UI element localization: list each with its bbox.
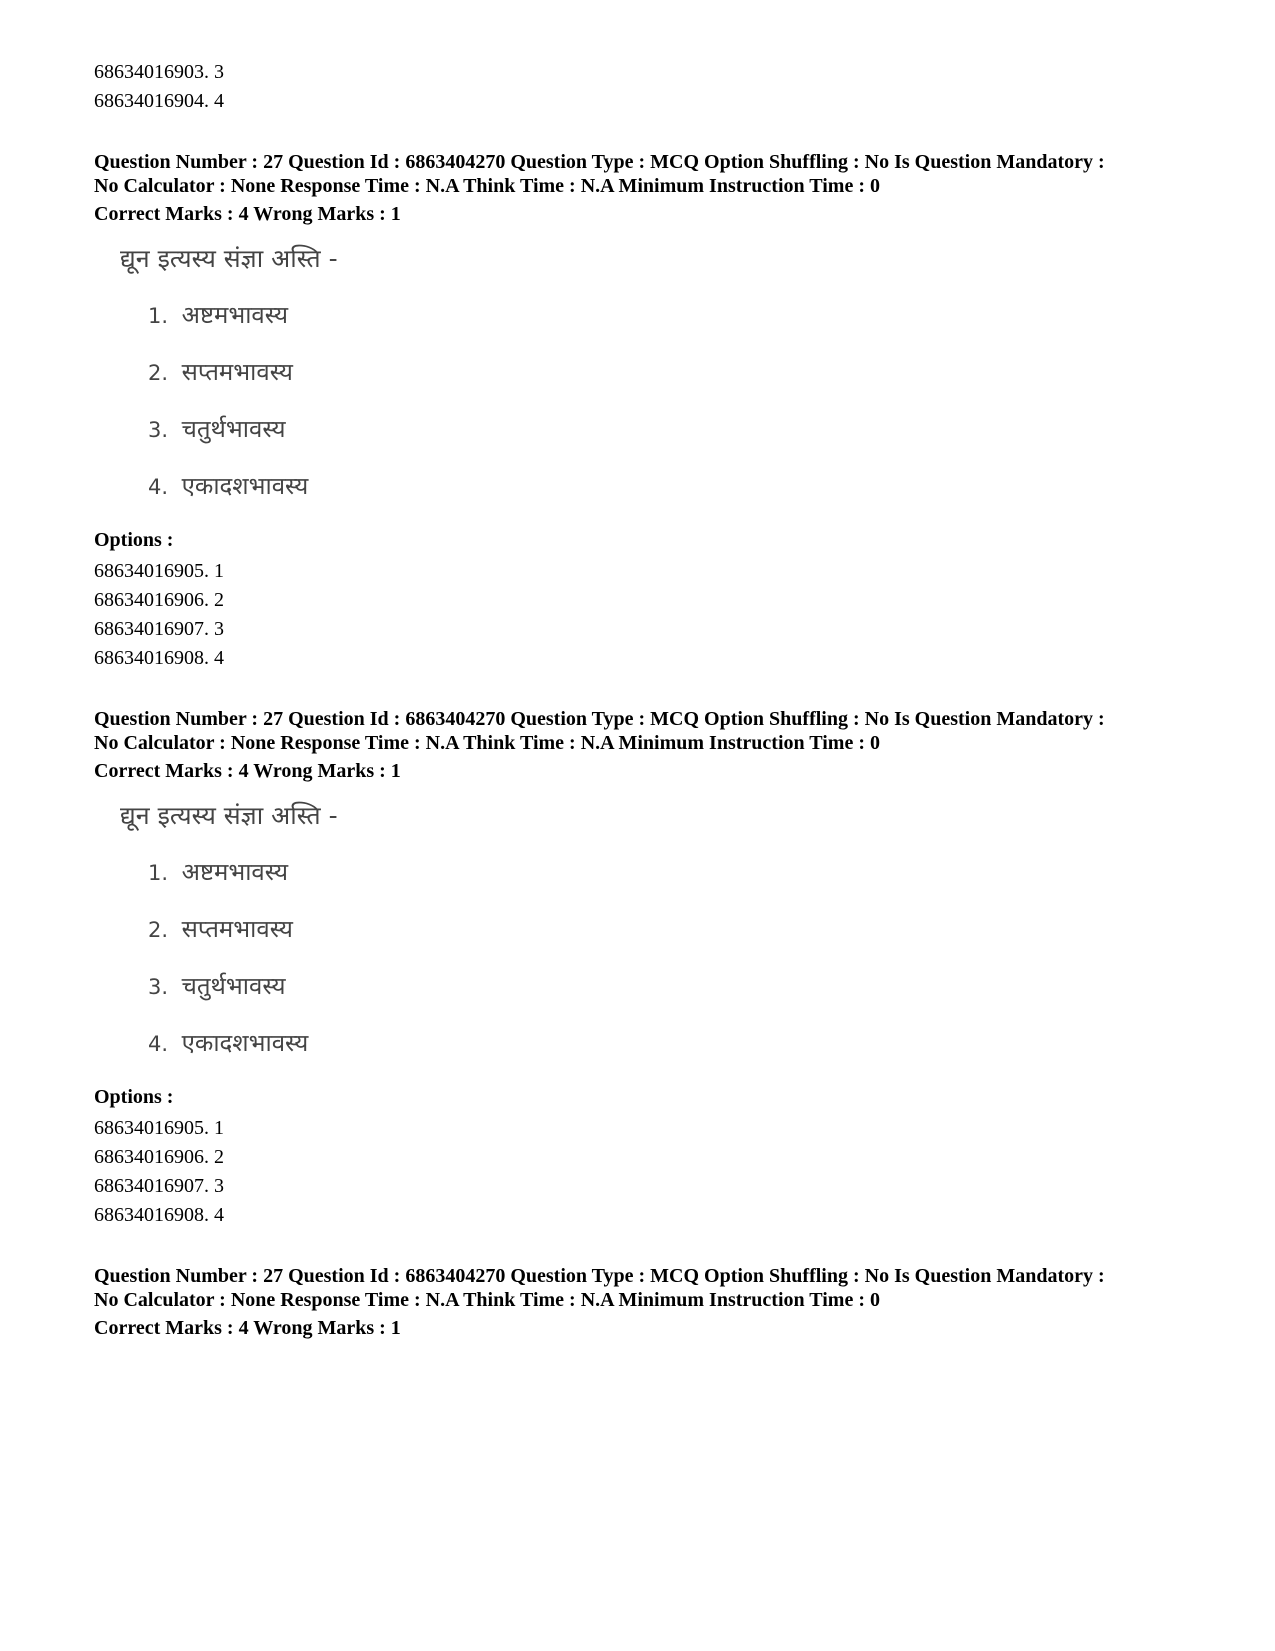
options-heading: Options : bbox=[94, 1086, 174, 1108]
question-choice bbox=[148, 1028, 1204, 1059]
choice-text: अष्टमभावस्य bbox=[181, 301, 289, 329]
option-line: 68634016904. 4 bbox=[94, 90, 224, 112]
question-meta-line: No Calculator : None Response Time : N.A Think Time : N.A Minimum Instruction Time : 0 bbox=[94, 732, 880, 754]
choice-text: सप्तमभावस्य bbox=[181, 358, 293, 386]
question-image bbox=[120, 244, 1204, 526]
question-marks: Correct Marks : 4 Wrong Marks : 1 bbox=[94, 760, 401, 782]
choice-number: 2. bbox=[148, 918, 169, 942]
document-page bbox=[94, 58, 1204, 1340]
question-choice bbox=[148, 471, 1204, 502]
option-line: 68634016908. 4 bbox=[94, 647, 224, 669]
question-image bbox=[120, 801, 1204, 1083]
question-marks: Correct Marks : 4 Wrong Marks : 1 bbox=[94, 203, 401, 225]
option-line: 68634016903. 3 bbox=[94, 61, 224, 83]
question-choice bbox=[148, 971, 1204, 1002]
choice-number: 1. bbox=[148, 304, 169, 328]
choice-number: 2. bbox=[148, 361, 169, 385]
option-line: 68634016905. 1 bbox=[94, 1117, 224, 1139]
question-block bbox=[94, 1264, 1204, 1340]
question-choice bbox=[148, 300, 1204, 331]
option-line: 68634016907. 3 bbox=[94, 618, 224, 640]
choice-number: 3. bbox=[148, 418, 169, 442]
previous-options-list bbox=[94, 58, 1204, 116]
question-marks: Correct Marks : 4 Wrong Marks : 1 bbox=[94, 1317, 401, 1339]
question-meta-line: Question Number : 27 Question Id : 6863404270 Question Type : MCQ Option Shuffling : No Is Question Mandatory : bbox=[94, 1265, 1105, 1287]
question-meta-line: No Calculator : None Response Time : N.A Think Time : N.A Minimum Instruction Time : 0 bbox=[94, 1289, 880, 1311]
option-line: 68634016906. 2 bbox=[94, 1146, 224, 1168]
question-choice bbox=[148, 914, 1204, 945]
question-choice bbox=[148, 357, 1204, 388]
choice-text: एकादशभावस्य bbox=[181, 1029, 309, 1057]
option-line: 68634016905. 1 bbox=[94, 560, 224, 582]
question-stem: द्यून इत्यस्य संज्ञा अस्ति - bbox=[120, 244, 338, 273]
question-meta-line: Question Number : 27 Question Id : 6863404270 Question Type : MCQ Option Shuffling : No Is Question Mandatory : bbox=[94, 151, 1105, 173]
options-list bbox=[94, 557, 1204, 673]
option-line: 68634016908. 4 bbox=[94, 1204, 224, 1226]
question-meta-line: No Calculator : None Response Time : N.A Think Time : N.A Minimum Instruction Time : 0 bbox=[94, 175, 880, 197]
question-block bbox=[94, 707, 1204, 1230]
question-meta-line: Question Number : 27 Question Id : 6863404270 Question Type : MCQ Option Shuffling : No Is Question Mandatory : bbox=[94, 708, 1105, 730]
question-choice bbox=[148, 414, 1204, 445]
choice-text: चतुर्थभावस्य bbox=[181, 972, 286, 1000]
choice-text: एकादशभावस्य bbox=[181, 472, 309, 500]
choice-text: चतुर्थभावस्य bbox=[181, 415, 286, 443]
question-stem: द्यून इत्यस्य संज्ञा अस्ति - bbox=[120, 801, 338, 830]
choice-number: 4. bbox=[148, 475, 169, 499]
choice-text: सप्तमभावस्य bbox=[181, 915, 293, 943]
question-choice bbox=[148, 857, 1204, 888]
choice-text: अष्टमभावस्य bbox=[181, 858, 289, 886]
choice-number: 3. bbox=[148, 975, 169, 999]
question-block bbox=[94, 150, 1204, 673]
choice-number: 1. bbox=[148, 861, 169, 885]
choice-number: 4. bbox=[148, 1032, 169, 1056]
options-list bbox=[94, 1114, 1204, 1230]
option-line: 68634016906. 2 bbox=[94, 589, 224, 611]
option-line: 68634016907. 3 bbox=[94, 1175, 224, 1197]
options-heading: Options : bbox=[94, 529, 174, 551]
